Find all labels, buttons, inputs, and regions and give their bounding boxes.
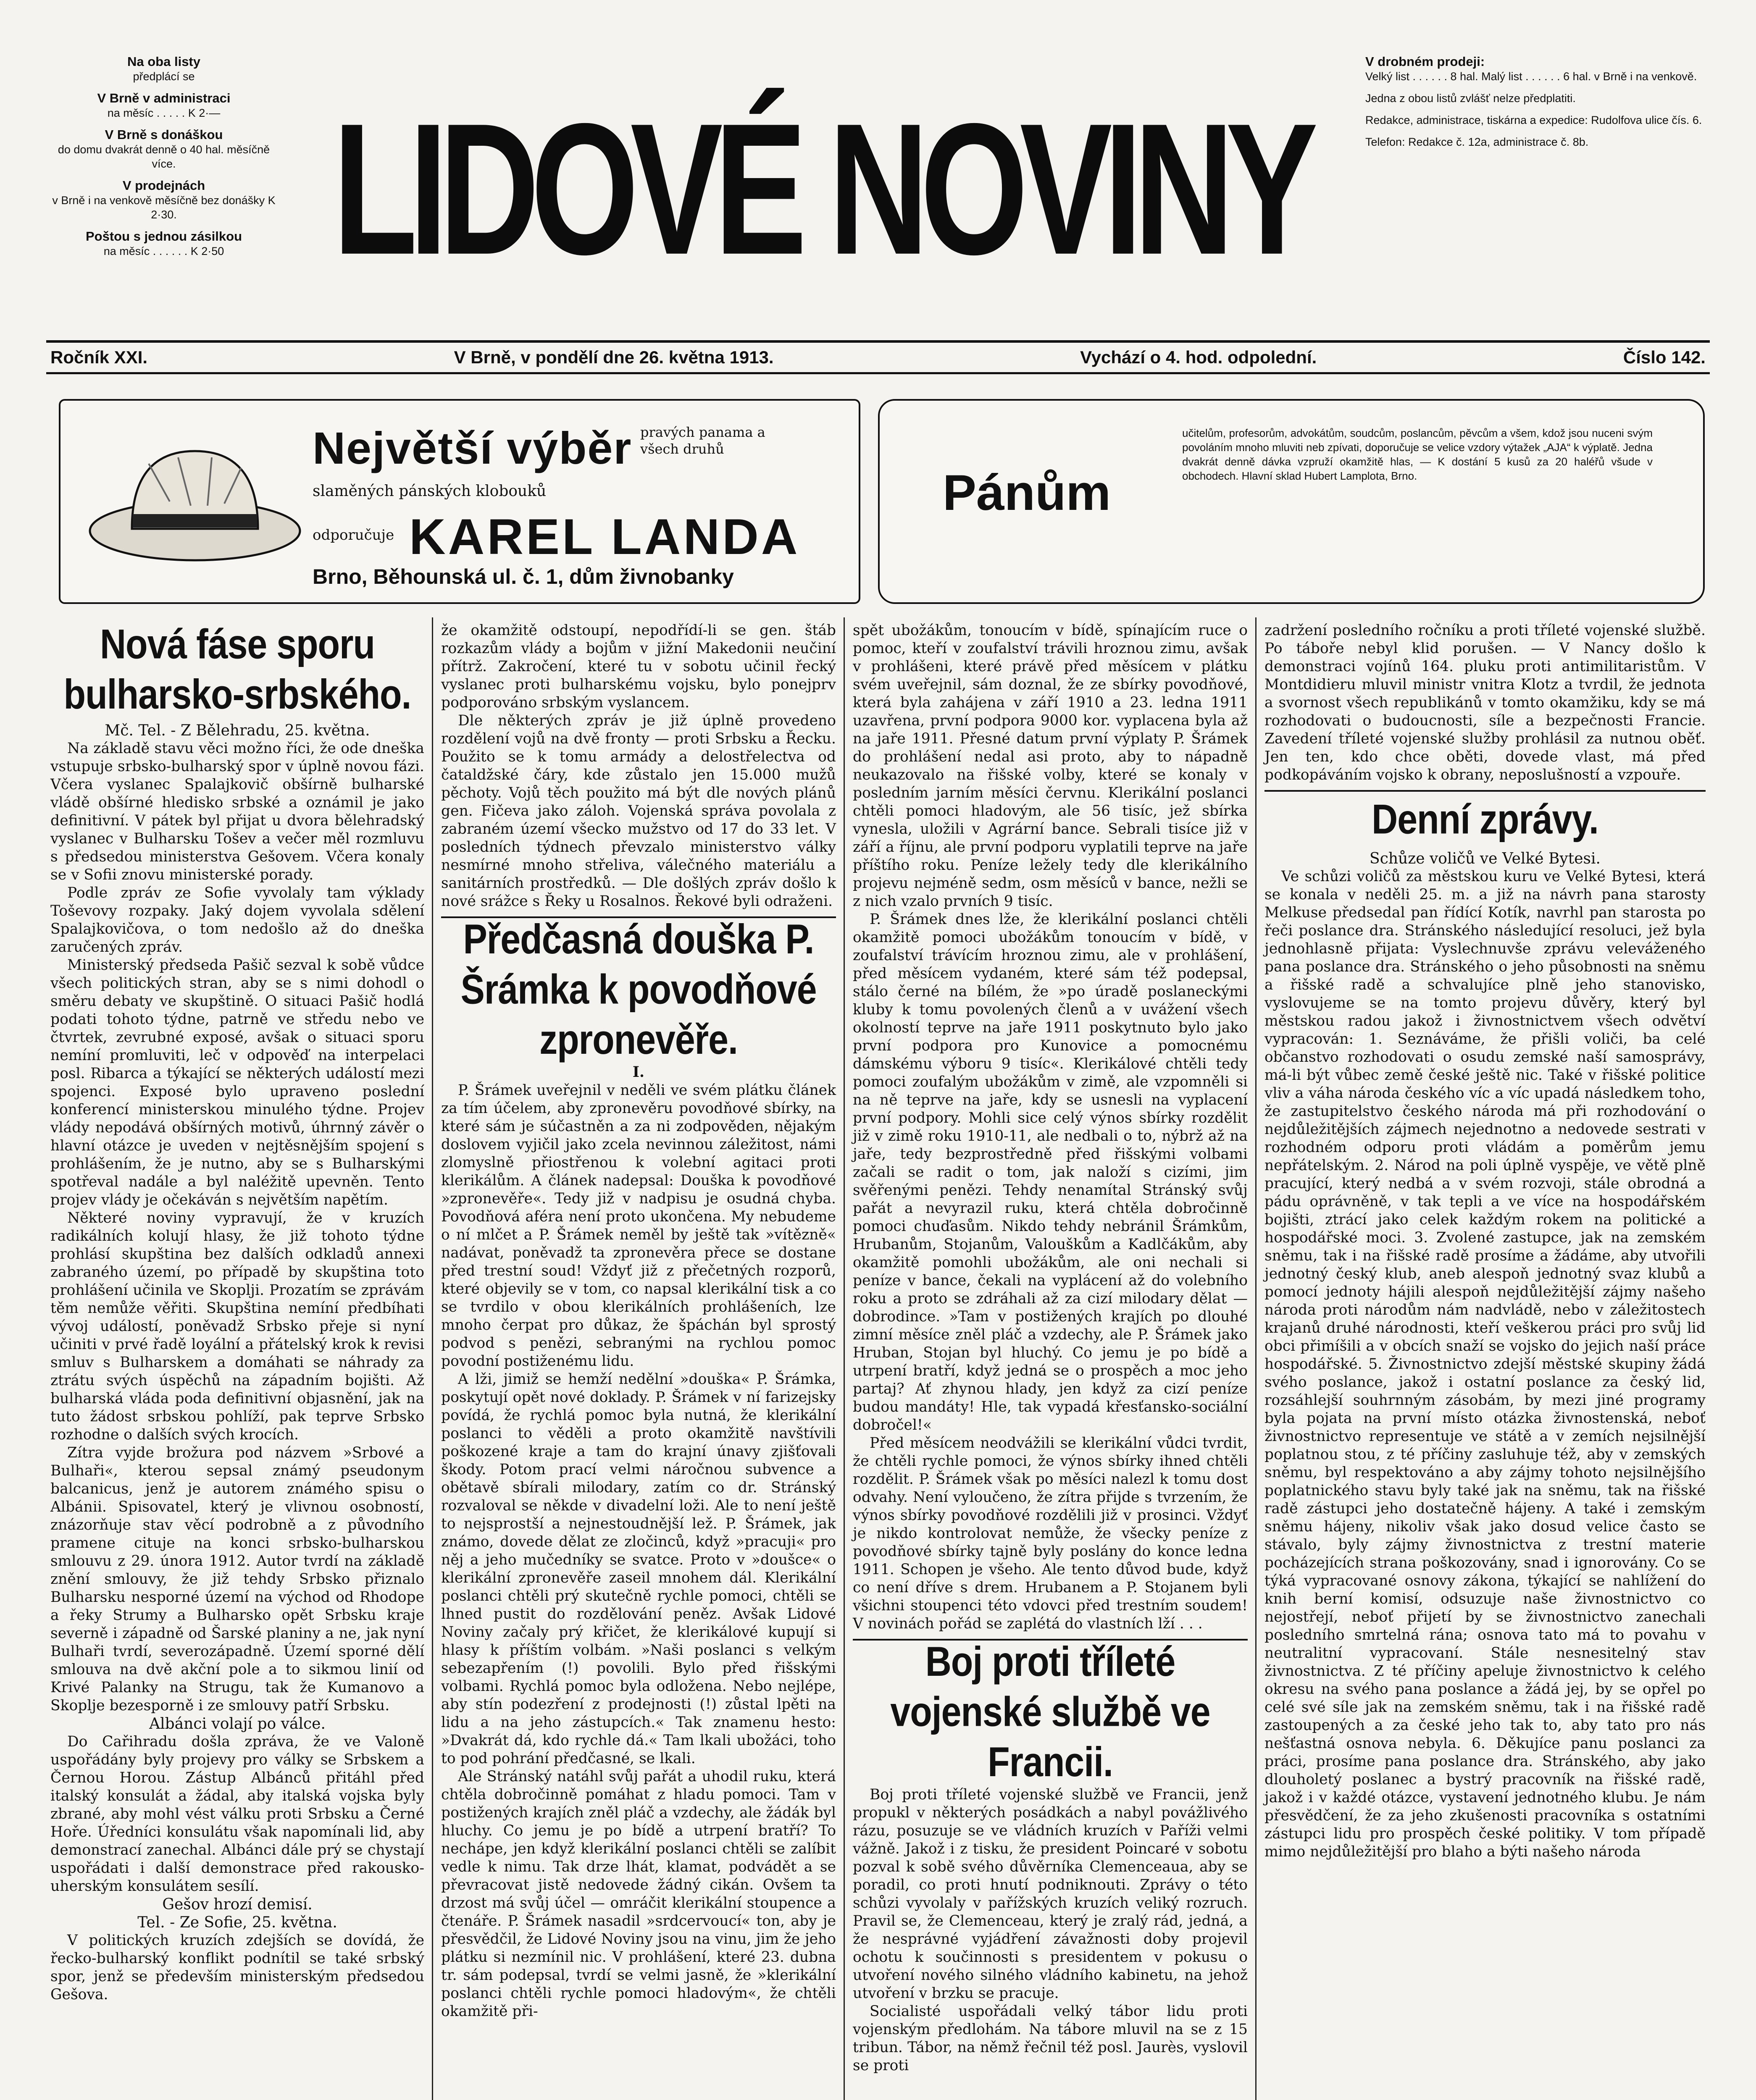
hat-ad-recommends: odporučuje: [313, 527, 394, 543]
article-paragraph: Socialisté uspořádali velký tábor lidu proti vojenským předlohám. Na tábore mluvil na se z 15 tribun. Tábor, na němž řečnil též posl. Jaurès, vyslovil se proti: [853, 2003, 1248, 2074]
subscription-text: na měsíc . . . . . . K 2·50: [103, 245, 224, 257]
article-paragraph: V politických kruzích zdejších se dovídá, že řecko-bulharský konflikt podnítil se také srbský spor, jenž se především ministerským předsedou Gešova.: [50, 1932, 424, 2003]
article-part-number: I.: [632, 1064, 645, 1081]
article-column-3: [853, 622, 1248, 2075]
issue-date: V Brně, v pondělí dne 26. května 1913.: [454, 347, 774, 367]
subscription-head: V Brně s donáškou: [105, 127, 223, 142]
hat-ad-side: pravých panama a všech druhů: [640, 424, 765, 457]
column-rule: [432, 617, 433, 2100]
subscription-text: do domu dvakrát denně o 40 hal. měsíčně více.: [58, 143, 270, 170]
subscription-text: předplácí se: [133, 70, 195, 83]
article-paragraph: A lži, jimiž se hemží nedělní »douška« P. Šrámka, poskytují opět nové doklady. P. Šrámek v ní farizejsky povídá, že rychlá pomoc byla nutná, že klerikální poslanci to věděli a proto okamžitě navštívili poškozené kraje a tam do krajní únavy zjišťovali škody. Potom prací velmi náročnou subvence a obětavě sbírali milodary, zatím co dr. Stránský rozvaloval se někde v divadelní loži. Ale to není ještě to nejsprostší a nejnestoudnější lež. P. Šrámek, jak známo, dovede dělat ze zločinců, když »pracuji« pro něj a jeho mučedníky se svatce. Proto v »doušce« o klerikální zpronevěře zaseil mnohem dál. Klerikální poslanci chtěli prý skutečně rychle pomoci, chtěli se lhned pustit do rozdělování peněz. Avšak Lidové Noviny začaly prý křičet, že klerikálové kupují si hlasy k příštím volbám. »Naši poslanci s velkým sebezapřením (!) povolili. Bylo před řišskými volbami. Rychlá pomoc byla odložena. Nebo nejlépe, aby stín podezření z prodejnosti (!) zůstal lpěti na lidu a na jeho zástupcích.« Tak znamenu hesto: »Dvakrát dá, kdo rychle dá.« Tam lkali ubožáci, toho to pod pohrání předčasné, se lkali.: [441, 1371, 836, 1767]
price-head: V drobném prodeji:: [1365, 54, 1485, 69]
article-column-2: [441, 622, 836, 2021]
article-dateline: Mč. Tel. - Z Bělehradu, 25. května.: [105, 722, 370, 739]
article-bulgarian-serbian-dispute: [50, 621, 424, 2004]
aja-advertisement: [878, 399, 1705, 604]
article-paragraph: Ale Stránský natáhl svůj pařát a uhodil ruku, která chtěla dobročinně pomáhat z hladu pomoci. Tam v postižených krajích zněl pláč a vzdechy, ale žádák byl hluchy. Co jemu je po bídě a utrpení bratří? To nechápe, jen když klerikální poslanci chtěli se zalíbit vedle k nimu. Tak drze lhát, klamat, podvádět a se převracovat jistě nedovede žádný cikán. Ovšem ta drzost má svůj účel — omráčit klerikální stoupence a čtenáře. P. Šrámek nasadil »srdcervoucí« ton, aby je přesvědčil, že Lidové Noviny jsou na vinu, jim že jeho plátku si nezmínil nic. V prohlášení, které 23. dubna tr. sám podepsal, tvrdí se velmi jasně, že »klerikální poslanci chtěli rychle pomoci hladovým«, že chtěli okamžitě při-: [441, 1768, 836, 2020]
article-paragraph: že okamžitě odstoupí, nepodřídí-li se gen. štáb rozkazům vlády a bojům v jižní Makedonii neučiní přítrž. Zakročení, které tu v sobotu učinil řecký vyslanec proti bulharskému vojsku, bylo ponejprv podporováno srbským vyslancem.: [441, 622, 836, 711]
article-paragraph: Na základě stavu věci možno říci, že ode dneška vstupuje srbsko-bulharský spor v úplně novou fázi. Včera vyslanec Spalajkovič obšírně bulharské vládě obšírné hledisko srbské a oznámil je jako definitivní. V pátek byl přijat u dvora bělehradský vyslanec v Bulharsku Tošev a večer měl rozmluvu s předsedou ministerstva Gešovem. Včera konaly se v Sofii znovu ministerské porady.: [50, 740, 424, 883]
hat-ad-merchant: KAREL LANDA: [409, 509, 800, 565]
subscription-head: Na oba listy: [127, 54, 200, 69]
volume-label: Ročník XXI.: [50, 347, 148, 367]
section-title-daily-news: Denní zprávy.: [1372, 796, 1598, 843]
price-box: [1365, 55, 1710, 157]
aja-ad-text: učitelům, profesorům, advokátům, soudcům, poslancům, pěvcům a všem, kdož jsou nuceni svým povoláním mnoho mluviti neb zpívati, doporučuje se velice vzdory výtažek „AJA“ k výplatě. Jedna dvakrát denně dávka vzpruží okamžitě hlas, — K dostání 5 kusů za 20 haléřů všude v obchodech. Hlavní sklad Hubert Lamplota, Brno.: [1182, 427, 1653, 482]
hat-advertisement: [59, 399, 860, 604]
article-paragraph: Některé noviny vypravují, že v kruzích radikálních kolují hlasy, že již tohoto týdne prohlásí skupština bez dalších odkladů annexi zabraného území, po případě by skupština toto prohlášení učinila ve Skoplji. Prozatím se zprávám těm nemůže věřiti. Skupština nemíní předbíhati vývoj událostí, poněvadž Srbsko přeje si nyní učiniti v prvé řadě loyální a přátelský krok k revisi smluv s Bulharskem a domáhati se náhrady za ztrátu svých úspěchů na západním bojišti. Až bulharská vláda poda definitivní objasnění, jak na tuto žádost srbskou pohlíží, pak teprve Srbsko rozhodne o dalších svých krocích.: [50, 1210, 424, 1443]
newspaper-page: [46, 55, 1710, 2100]
hat-ad-sub: slaměných pánských klobouků: [313, 483, 547, 500]
hat-ad-headline: Největší výběr: [313, 423, 632, 473]
phone-text: Telefon: Redakce č. 12a, administrace č. 8b.: [1365, 136, 1589, 148]
subscription-box: [46, 55, 281, 266]
article-paragraph: P. Šrámek dnes lže, že klerikální poslanci chtěli okamžitě pomoci ubožákům tonoucím v bídě, v zoufalství trávícím hroznou zimu, ale v prohlášení, před měsícem vydaném, které sám též podepsal, stálo černé na bílém, že »po úradě poslaneckými kluby k tomu povolených členů a v uvážení všech okolností teprve na jaře 1911 poskytnuto bylo jako první podpora pro Kunovice a pomocnému dámskému výboru 9 tisíc«. Klerikálové chtěli tedy pomoci zoufalým ubožákům v zimě, ale vzpomněli si na ně teprve na jaře, kdy se usnesli na vyplacení první podpory. Mohli sice celý výnos sbírky rozdělit již v zimě roku 1910-11, ale nedbali o to, nýbrž až na jaře, tedy bezprostředně před řišskými volbami začali se radit o tom, jak naloží s cizími, jim svěřenými penězi. Tehdy nenamítal Stránský svůj pařát a nevyrazil ruku, která chtěla dobročinně pomoci chuďasům. Nikdo tehdy nebránil Šrámkům, Hrubanům, Stojanům, Valouškům a Kadlčákům, aby okamžitě pomohli ubožákům, ale oni nechali si peníze v bance, čekali na vyplácení až do volebního roku a proto se zdráhali až za cizí milodary dělat — dobrodince. »Tam v postižených krajích po dlouhé zimní měsíce zněl pláč a vzdechy, ale P. Šrámek jako Hruban, Stojan byl hluchý. Co jemu je po bídě a utrpení bratří, když jedná se o prospěch a moc jeho partaj? Ať zhynou hlady, jen když za cizí peníze budou mandáty! Hle, tak vypadá křesťansko-sociální dobročel!«: [853, 911, 1248, 1433]
article-dateline: Tel. - Ze Sofie, 25. května.: [137, 1914, 337, 1931]
article-column-4: [1264, 622, 1706, 1861]
article-title: Boj proti tříleté vojenské službě ve Francii.: [890, 1638, 1210, 1785]
dateline-bar: [46, 340, 1710, 374]
article-paragraph: Zítra vyjde brožura pod názvem »Srbové a Bulhaři«, kterou sepsal známý pseudonym balcanicus, jenž je autorem známého spisu o Albánii. Spisovatel, který je vlivnou osobností, znázorňuje stav věcí podrobně a z původního pramene cituje na konci srbsko-bulharskou smlouvu z 29. února 1912. Autor tvrdí na základě znění smlouvy, že již tehdy Srbsko přiznalo Bulharsku nesporné území na východ od Rhodope a řeky Strumy a Bulharsko opět Srbsku kraje severně i západně od Šarské planiny a ne, jak nyní Bulhaři tvrdí, severozápadně. Území sporné dělí smlouva na dvě akční pole a to sikmou linií od Krivé Palanky na Strugu, tak že Kumanovo a Skoplje bezesporně i ze smlouvy patří Srbsku.: [50, 1444, 424, 1714]
hat-ad-address: Brno, Běhounská ul. č. 1, dům živnobanky: [313, 565, 734, 588]
section-subhead: Schůze voličů ve Velké Bytesi.: [1370, 850, 1601, 867]
issue-number: Číslo 142.: [1623, 347, 1706, 367]
subscription-text: v Brně i na venkově měsíčně bez donášky K 2·30.: [52, 194, 276, 221]
office-text: Redakce, administrace, tiskárna a expedice: Rudolfova ulice čís. 6.: [1365, 114, 1702, 126]
article-paragraph: Podle zpráv ze Sofie vyvolaly tam výklady Toševovy rozpaky. Jaký dojem vyvolala sdělení Spalajkovičova, o tom nedošlo až do dneška zaručených zpráv.: [50, 885, 424, 956]
section-divider: [1264, 790, 1706, 792]
article-title: Předčasná douška P. Šrámka k povodňové zpronevěře.: [460, 916, 817, 1063]
hat-icon: [86, 434, 304, 569]
article-paragraph: Boj proti tříleté vojenské službě ve Francii, jenž propukl v některých posádkách a nabyl povážlivého rázu, posuzuje se ve vládních kruzích v Paříži velmi vážně. Jakož i z tisku, že president Poincaré v sobotu pozval k sobě svého důvěrníka Clemenceaua, aby se poradil, co proti hnutí podniknouti. Zprávy o této schůzi vyvolaly v pařížských kruzích veliký rozruch. Pravil se, že Clemenceau, který je zralý rád, jedná, a že nesprávné vyjádření závažnosti doby projevil ochotu k součinnosti s presidentem v pokusu o utvoření nového silného vládního kabinetu, na jehož utvoření v brzku se pracuje.: [853, 1786, 1248, 2002]
price-text: Jedna z obou listů zvlášť nelze předplatiti.: [1365, 92, 1576, 105]
price-text: Velký list . . . . . . 8 hal. Malý list . . . . . . 6 hal. v Brně i na venkově.: [1365, 70, 1697, 83]
column-rule: [844, 617, 845, 2100]
issue-time: Vychází o 4. hod. odpolední.: [1080, 347, 1317, 367]
article-paragraph: Před měsícem neodvážili se klerikální vůdci tvrdit, že chtěli rychle pomoci, že výnos sbírky ihned chtěli rozdělit. P. Šrámek však po měsíci nalezl k tomu dost odvahy. Není vyloučeno, že zítra přijde s tvrzením, že výnos sbírky povodňové rozdělili již v prosinci. Vždyť je nikdo kontrolovat nemůže, že všecky peníze z povodňové sbírky tajně byly poslány do konce ledna 1911. Schopen je všeho. Ale tento důvod bude, když co není dříve s drem. Hrubanem a P. Stojanem byli všichni stoupenci této vdovci před trestním soudem! V novinách pořád se zaplétá do vlastních lží . . .: [853, 1435, 1248, 1632]
article-paragraph: Do Cařihradu došla zpráva, že ve Valoně uspořádány byly projevy pro války se Srbskem a Černou Horou. Zástup Albánců přitáhl před italský konsulát a žádal, aby italská vojska byly zbrané, aby mohl vést válku proti Srbsku a Černé Hoře. Úředníci konsulátu však napomínali lid, aby demonstrací zanechal. Albánci dále prý se chystají uspořádati i další demonstrace před rakousko-uherským konsulátem sesílí.: [50, 1733, 424, 1895]
subscription-head: V Brně v administraci: [97, 91, 231, 105]
newspaper-logo: LIDOVÉ NOVINY: [333, 84, 1310, 294]
article-paragraph: zadržení posledního ročníku a proti tříleté vojenské službě. Po táboře nebyl klid porušen. — V Nancy došlo k demonstraci vojínů 164. pluku proti antimilitaristům. V Montdidieru mluvil ministr vnitra Klotz a tvrdil, že jednota a svornost všech republikánů v tomto okamžiku, kdy se má rozhodovati o budoucnosti, síle a bezpečnosti Francie. Zavedení tříleté vojenské služby prohlásil za nutnou oběť. Jen ten, kdo chce oběti, dovede vlast, má před podkopáváním vojsko k obrany, neposlušností a vzpouře.: [1264, 622, 1706, 783]
section-subhead: Gešov hrozí demisí.: [162, 1896, 313, 1913]
section-subhead: Albánci volají po válce.: [149, 1715, 326, 1732]
article-paragraph: spět ubožákům, tonoucím v bídě, spínajícím ruce o pomoc, kteří v zoufalství trávili hroznou zimu, avšak v prohlášeni, které právě před měsícem v plátku svém uveřejnil, sám doznal, že ze sbírky povodňové, která byla zahájena v září 1910 a 23. ledna 1911 uzavřena, první podpora 9000 kor. vyplacena byla až na jaře 1911. Přesné datum první výplaty P. Šrámek do prohlášení nedal asi proto, aby to nápadně neukazovalo na řišské volby, které se konaly v posledním jarním měsíci červnu. Klerikální poslanci chtěli pomoci hladovým, ale 56 tisíc, jež sbírka vynesla, uložili v Agrární bance. Sebrali tisíce již v září a říjnu, ale první podporu vyplatili teprve na jaře příštího roku. Peníze ležely tedy dle klerikálního projevu nejméně sedm, osm měsíců v bance, nežli se z nich vzalo prvních 9 tisíc.: [853, 622, 1248, 910]
aja-ad-headline: Pánům: [943, 465, 1111, 521]
article-paragraph: Ministerský předseda Pašič sezval k sobě vůdce všech politických stran, aby se s nimi dohodl o směru debaty ve skupštině. O situaci Pašič hodlá podati tohoto týdne, patrně ve středu nebo ve čtvrtek, zevrubné exposé, avšak o situaci sporu nemíní promluviti, leč v odpověď na interpelaci posl. Ribarca a týkající se některých událostí mezi spojenci. Exposé bylo upraveno poslední konferencí ministerskou minulého týdne. Projev vlády nepodává obšírných motivů, úhrnný závěr o hlavní otázce je uveden v nejtěsnějším spojení s prohlášením, že je nutno, aby se s Bulharskými spotřeval nadále a byl naléžitě upevněn. Tento projev vlády je očekáván s největším napětím.: [50, 957, 424, 1208]
article-title: Nová fáse sporu bulharsko-srbského.: [63, 621, 411, 718]
subscription-head: V prodejnách: [122, 178, 205, 193]
article-paragraph: Ve schůzi voličů za městskou kuru ve Velké Bytesi, která se konala v neděli 25. m. a již na návrh pana starosty Melkuse předsedal pan řídící Kotík, navrhl pan starosta po řeči poslance dra. Stránského následující resoluci, jež byla jednohlasně přijata: Vyslechnuvše zprávu veleváženého pana poslance dra. Stránského o jeho působnosti na sněmu a řišské radě a schvalujíce plně jeho stanovisko, vyslovujeme se na tomto projevu důvěry, který byl městskou radou jakož i živnostnictvem všech odvětví vypracován: 1. Seznáváme, že přišli voliči, ba celé občanstvo rozhodovati o osudu zemské naší samosprávy, má-li být vůbec země české ještě nic. Také v řišské politice vliv a váha národa českého víc a víc upadá následkem toho, že zastupitelstvo českého národa má při rozhodování o nejdůležitějších zájmech nejednotno a nedovede sestrati v rozhodném odporu proti vládám a poměrům jemu nepřátelským. 2. Národ na poli úplně vyspěje, ve větě plně pracující, který nedbá a v svém rozvoji, stále obrodná a pádu oprávněně, v tak tepli a ve více na hospodářském bojišti, ztrácí jako celek každým rokem na politické a hospodářské moci. 3. Zvolené zastupce, jak na zemském sněmu, tak i na řišské radě prosíme a žádáme, aby utvořili jednotný český klub, aneb alespoň jednotný svaz klubů a pomocí jednoty hájili alespoň nejdůležitější zájmy našeho národa proti národům nám nadvládě, nebo v záležitostech krajanů druhé národnosti, kteří veškerou práci pro svůj lid obci přimíšili a v obcích snaží se vojsko do jejich naší práce hospodářské. 5. Živnostnictvo zdejší městské skupiny žádá svého poslance, jakož i ostatní poslance za český lid, rozsáhlejší souhrnným zásobám, by mezi jiné programy byla pojata na první místo otázka živnostenská, neboť živnostnictvo representuje ve státě a v zemích nejsilnější poplatnou stou, z té příčiny zasluhuje též, aby v zemských sněmu, byl respektováno a aby zájmy tohoto nejsilnějšího poplatnického stavu byly také jak na sněmu, tak na řišské radě zástupci jeho dostatečně hájeny. A také i zemským sněmu hájeny, nikoliv však jako dosud velice často se stávalo, byly zájmy živnostnictva z trestní materie pocházejících strana poškozovány, snad i ignorovány. Co se týká vypracované osnovy zákona, týkající se nahlížení do knih berní komisí, odsuzuje naše živnostnictvo co nejostřejí, neboť přijetí by se živnostnictvo zanechali posledního smrtelná rána; osnova tato má to povahu v neutralitní vypracovaní. Stále nesnesitelný stav živnostnictva. Z té příčiny apeluje živnostnictvo k celého okresu na svého pana poslance a žádá jej, by se opřel po celé své síle jak na zemském sněmu, tak i na řišské radě zastoupených a za české jeho tak to, aby tato pro nás nešťastná osnova nebyla. 6. Děkujíce panu poslanci za práci, prosíme pana poslance dra. Stránského, aby jako dlouholetý poslanec a bystrý pracovník na řišské radě, jakož i v každé otázce, vystavení jednotného klubu. Je nám přesvědčení, že za jeho zkušenosti pracovníka s ostatními zástupci lidu pro prospěch české politiky. V tom případě mimo nejdůležitější pro blaho a býti našeho národa: [1264, 868, 1706, 1860]
subscription-text: na měsíc . . . . . K 2·—: [107, 107, 221, 119]
article-paragraph: P. Šrámek uveřejnil v neděli ve svém plátku článek za tím účelem, aby zpronevěru povodňové sbírky, na které sám je súčastněn a za ni zodpověden, nějakým doslovem vyjičil jako zcela nevinnou záležitost, námi zlomyslně přiostřenou k volební agitaci proti klerikálům. A článek nadepsal: Douška k povodňové »zpronevěře«. Tedy již v nadpisu je osudná chyba. Povodňová aféra není proto ukončena. My nebudeme o ní mlčet a P. Šrámek neměl by ještě tak »vítězně« nadávat, poněvadž ta zpronevěra přece se dostane před trestní soud! Vždyť již z přečetných rozporů, které objevily se v tom, co napsal klerikální tisk a co se tvrdilo v obou klerikálních prohlášeních, lze mnoho čerpat pro důkaz, že špáchán byl sprostý podvod s penězi, sebranými na rychlou pomoc povodní postiženému lidu.: [441, 1082, 836, 1370]
article-paragraph: Dle některých zpráv je již úplně provedeno rozdělení vojů na dvě fronty — proti Srbsku a Řecku. Použito se k tomu armády a delostřelectva od čataldžské čáry, kde zůstalo jen 15.000 mužů pěchoty. Vojů těch použito má být dle nových plánů gen. Fičeva jako záloh. Vojenská správa povolala z zabraném území všecko mužstvo od 17 do 33 let. V posledních týdnech převzalo ministerstvo války nesmírné mnoho střeliva, válečného materiálu a sanitárních prostředků. — Dle došlých zpráv došlo k nové srážce s Řeky u Rosalnos. Řekové byli odraženi.: [441, 712, 836, 910]
column-rule: [1255, 617, 1257, 2100]
subscription-head: Poštou s jednou zásilkou: [85, 229, 242, 244]
